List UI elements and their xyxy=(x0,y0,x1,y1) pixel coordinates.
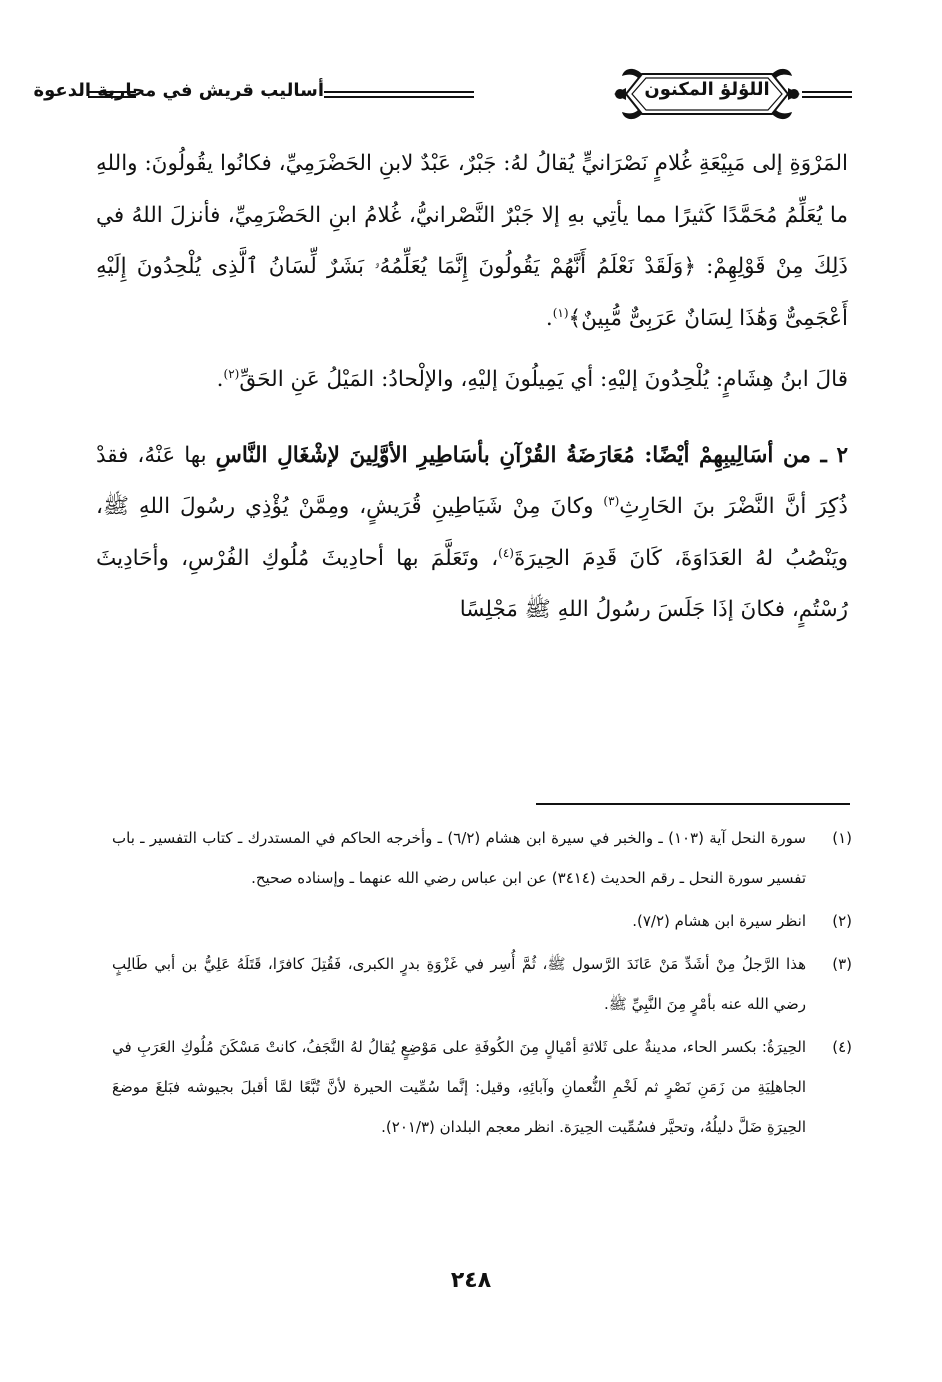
footnote-3 xyxy=(112,944,852,1024)
paragraph-3-text-b: وكانَ مِنْ شَيَاطِينِ قُرَيشٍ، ومِمَّنْ يُؤْذِي رسُولَ اللهِ ﷺ، ويَنْصُبُ لهُ العَدَاوَةَ، كَانَ قَدِمَ الحِيرَةَ xyxy=(96,494,848,571)
footnote-ref-4[interactable]: (٤) xyxy=(498,545,514,560)
paragraph-1-end: . xyxy=(545,305,553,331)
footnote-text: انظر سيرة ابن هشام (٧/٢). xyxy=(632,912,806,930)
paragraph-3 xyxy=(96,430,848,636)
paragraph-3-text-c: ، وتَعَلَّمَ بها أحادِيثَ مُلُوكِ الفُرْسِ، وأحَادِيثَ رُسْتُمٍ، فكانَ إذَا جَلَسَ رسُولُ اللهِ ﷺ مَجْلِسًا xyxy=(96,545,848,622)
footnote-separator xyxy=(536,803,850,805)
book-title: اللؤلؤ المكنون xyxy=(644,79,770,100)
paragraph-3-lead: ٢ ـ من أسَالِيبِهِمْ أيْضًا: مُعَارَضَةُ القُرْآنِ بأسَاطِيرِ الأوَّلِينَ لإشْغَالِ النَّاسِ xyxy=(215,442,849,468)
footnote-text: سورة النحل آية (١٠٣) ـ والخبر في سيرة ابن هشام (٦/٢) ـ وأخرجه الحاكم في المستدرك ـ كتاب التفسير ـ باب تفسير سورة النحل ـ رقم الحديث (٣٤١٤) عن ابن عباس رضي الله عنهما ـ وإسناده صحيح. xyxy=(112,829,806,887)
header-rule-right xyxy=(802,91,852,98)
footnote-number: (١) xyxy=(832,829,852,847)
main-text xyxy=(96,138,848,636)
footnote-number: (٣) xyxy=(832,955,852,973)
paragraph-2-text: قالَ ابنُ هِشَامٍ: يُلْحِدُونَ إليْهِ: أي يَمِيلُونَ إليْهِ، والإلْحادُ: المَيْلُ عَنِ الحَقِّ xyxy=(239,367,848,392)
footnote-1 xyxy=(112,818,852,898)
book-title-frame xyxy=(612,62,802,126)
running-title: أساليب قريش في محاربة الدعوة xyxy=(33,80,324,101)
paragraph-3-text-a: بها عَنْهُ، فقدْ ذُكِرَ أنَّ النَّضْرَ بنَ الحَارِثِ xyxy=(96,442,848,519)
footnote-ref-1[interactable]: (١) xyxy=(552,305,569,320)
footnote-ref-2[interactable]: (٢) xyxy=(223,366,240,381)
footnote-2 xyxy=(112,901,852,941)
footnote-ref-3[interactable]: (٣) xyxy=(603,493,620,508)
footnote-number: (٢) xyxy=(832,912,852,930)
paragraph-1 xyxy=(96,138,848,344)
footnote-4 xyxy=(112,1027,852,1147)
quran-verse: ﴿وَلَقَدْ نَعْلَمُ أَنَّهُمْ يَقُولُونَ إِنَّمَا يُعَلِّمُهُۥ بَشَرٌ لِّسَانُ ٱلَّذِى يُلْحِدُونَ إِلَيْهِ أَعْجَمِىٌّ وَهَٰذَا لِسَانٌ عَرَبِىٌّ مُّبِينٌ﴾ xyxy=(96,254,848,331)
paragraph-1-text: المَرْوَةِ إلى مَبِيْعَةِ غُلامٍ نَصْرَانيٍّ يُقالُ لهُ: جَبْرٌ، عَبْدٌ لابنِ الحَضْرَمِيِّ، فكانُوا يقُولُونَ: واللهِ ما يُعَلِّمُ مُحَمَّدًا كَثيرًا مما يأتِي بهِ إلا جَبْرٌ النَّصْرانيُّ، غُلامُ ابنِ الحَضْرَمِيِّ، فأنزلَ اللهُ في ذَلِكَ مِنْ قَوْلِهِمْ: xyxy=(96,151,848,279)
paragraph-2-end: . xyxy=(216,367,224,392)
footnotes xyxy=(112,818,852,1147)
footnote-text: الحِيرَةُ: بكسر الحاء، مدينةٌ على ثَلاثةِ أمْيالٍ مِنَ الكُوفَةِ على مَوْضِعٍ يُقالُ لهُ النَّجَفُ، كانتْ مَسْكَنَ مُلُوكِ العَرَبِ في الجاهلِيَةِ من زَمَنِ نَصْرٍ ثم لَخْمِ النُّعمانِ وآبائِهِ، وقيل: إنَّما سُمِّيت الحيرة لأنَّ تُبَّعًا لمَّا أقبلَ بجيوشه فبَلغَ موضعَ الحِيرَةِ ضَلَّ دليلُهُ، وتحيَّر فسُمِّيت الحِيرَة. انظر معجم البلدان (٢٠١/٣). xyxy=(112,1038,806,1136)
footnote-number: (٤) xyxy=(832,1038,852,1056)
running-header xyxy=(33,62,852,130)
footnote-text: هذا الرَّجلُ مِنْ أشَدِّ مَنْ عَانَدَ الرَّسول ﷺ، ثُمَّ أُسِر في غَزْوَةِ بدرٍ الكبرى، فَقُتِلَ كافرًا، قَتَلَهُ عَلِيُّ بن أبي طَالِبٍ رضي الله عنه بأمْرٍ مِنَ النَّبِيِّ ﷺ. xyxy=(112,955,806,1013)
page-number: ٢٤٨ xyxy=(450,1268,492,1293)
paragraph-2 xyxy=(96,354,848,406)
header-rule-middle xyxy=(324,91,474,98)
